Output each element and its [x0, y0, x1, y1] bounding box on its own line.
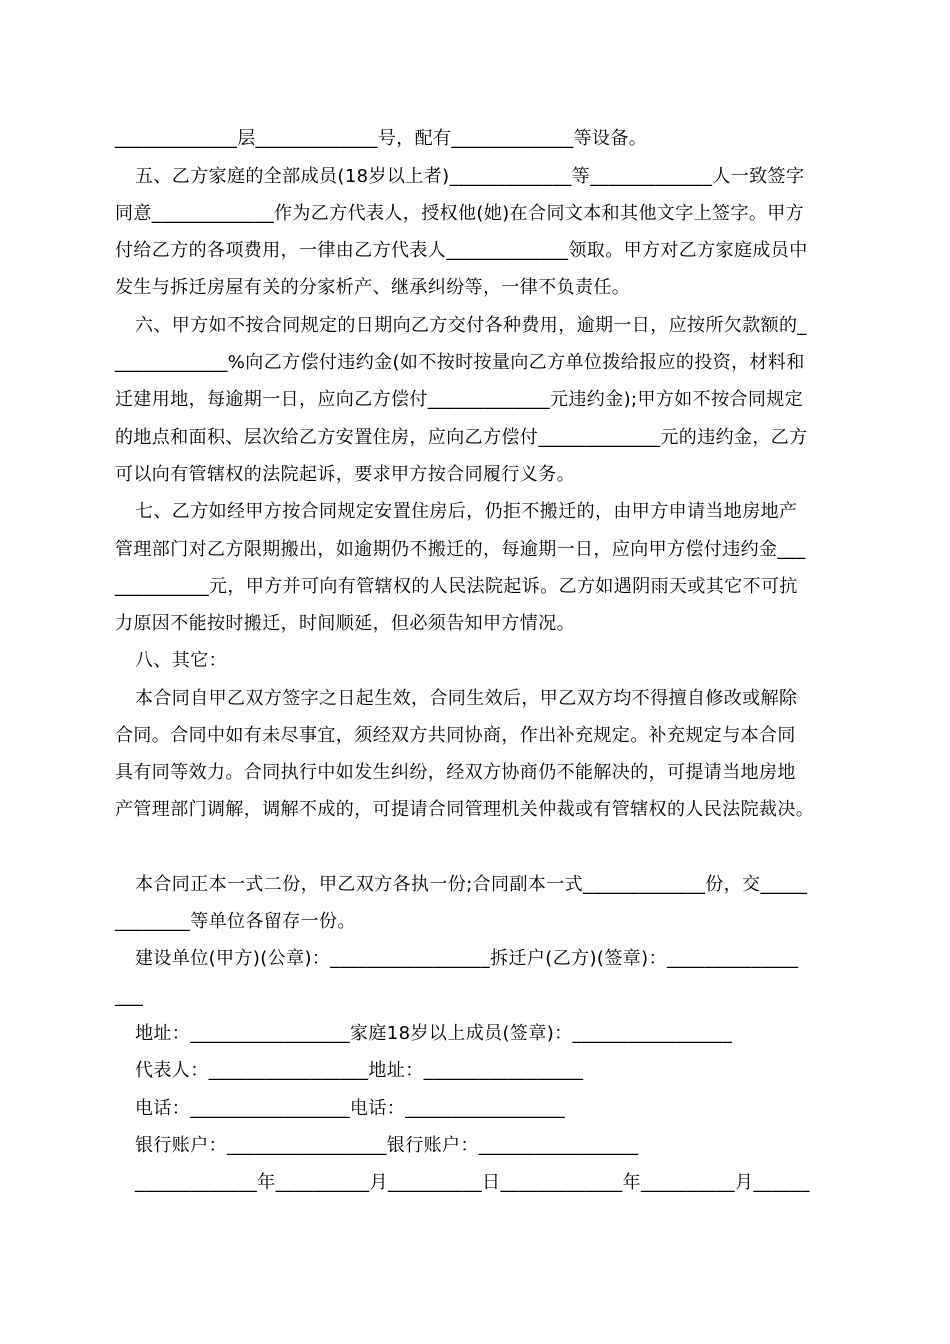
clause-5-line-2: 同意_____________作为乙方代表人，授权他(她)在合同文本和其他文字上签字。甲方	[115, 203, 805, 224]
address-line: 地址：_________________家庭18岁以上成员(签章)：_________________	[135, 1023, 733, 1044]
copies-line-2: ________等单位各留存一份。	[115, 911, 356, 932]
clause-5-line-3: 付给乙方的各项费用，一律由乙方代表人_____________领取。甲方对乙方家庭成员中	[115, 240, 808, 261]
date-line: _____________年__________月__________日_____________年__________月______	[135, 1172, 810, 1193]
clause-8-heading: 八、其它：	[135, 650, 227, 671]
clause-6-line-4: 的地点和面积、层次给乙方安置住房，应向乙方偿付_____________元的违约金，乙方	[115, 427, 808, 448]
clause-5-line-1: 五、乙方家庭的全部成员(18岁以上者)_____________等_____________人一致签字	[135, 166, 805, 187]
clause-8-line-4: 产管理部门调解，调解不成的，可提请合同管理机关仲裁或有管辖权的人民法院裁决。	[115, 799, 815, 820]
clause-6-line-2: ____________%向乙方偿付违约金(如不按时按量向乙方单位拨给报应的投资，材料和	[115, 352, 805, 373]
copies-line-1: 本合同正本一式二份，甲乙双方各执一份;合同副本一式_____________份，交_____	[135, 874, 808, 895]
clause-7-line-1: 七、乙方如经甲方按合同规定安置住房后，仍拒不搬迁的，由甲方申请当地房地产	[135, 501, 798, 522]
clause-8-line-3: 具有同等效力。合同执行中如发生纠纷，经双方协商仍不能解决的，可提请当地房地	[115, 762, 796, 783]
clause-6-line-5: 可以向有管辖权的法院起诉，要求甲方按合同履行义务。	[115, 464, 575, 485]
signature-parties-line: 建设单位(甲方)(公章)：_________________拆迁户(乙方)(签章)：______________	[135, 948, 799, 969]
bank-account-line: 银行账户：_________________银行账户：_________________	[135, 1135, 639, 1156]
clause-7-line-2: 管理部门对乙方限期搬出，如逾期仍不搬迁的，每逾期一日，应向甲方偿付违约金___	[115, 539, 806, 560]
clause-6-line-1: 六、甲方如不按合同规定的日期向乙方交付各种费用，逾期一日，应按所欠款额的_	[135, 315, 807, 336]
signature-parties-continuation: ___	[115, 986, 144, 1007]
clause-6-line-3: 迁建用地，每逾期一日，应向乙方偿付_____________元违约金);甲方如不按合同规定	[115, 389, 804, 410]
text-line-1: _____________层_____________号，配有_____________等设备。	[115, 128, 648, 149]
clause-7-line-3: __________元，甲方并可向有管辖权的人民法院起诉。乙方如遇阴雨天或其它不可抗	[115, 576, 798, 597]
representative-line: 代表人：_________________地址：_________________	[135, 1060, 584, 1081]
clause-5-line-4: 发生与拆迁房屋有关的分家析产、继承纠纷等，一律不负责任。	[115, 277, 631, 298]
clause-8-line-1: 本合同自甲乙双方签字之日起生效，合同生效后，甲乙双方均不得擅自修改或解除	[135, 688, 798, 709]
phone-line: 电话：_________________电话：_________________	[135, 1098, 565, 1119]
clause-8-line-2: 合同。合同中如有未尽事宜，须经双方共同协商，作出补充规定。补充规定与本合同	[115, 725, 796, 746]
clause-7-line-4: 力原因不能按时搬迁，时间顺延，但必须告知甲方情况。	[115, 613, 575, 634]
